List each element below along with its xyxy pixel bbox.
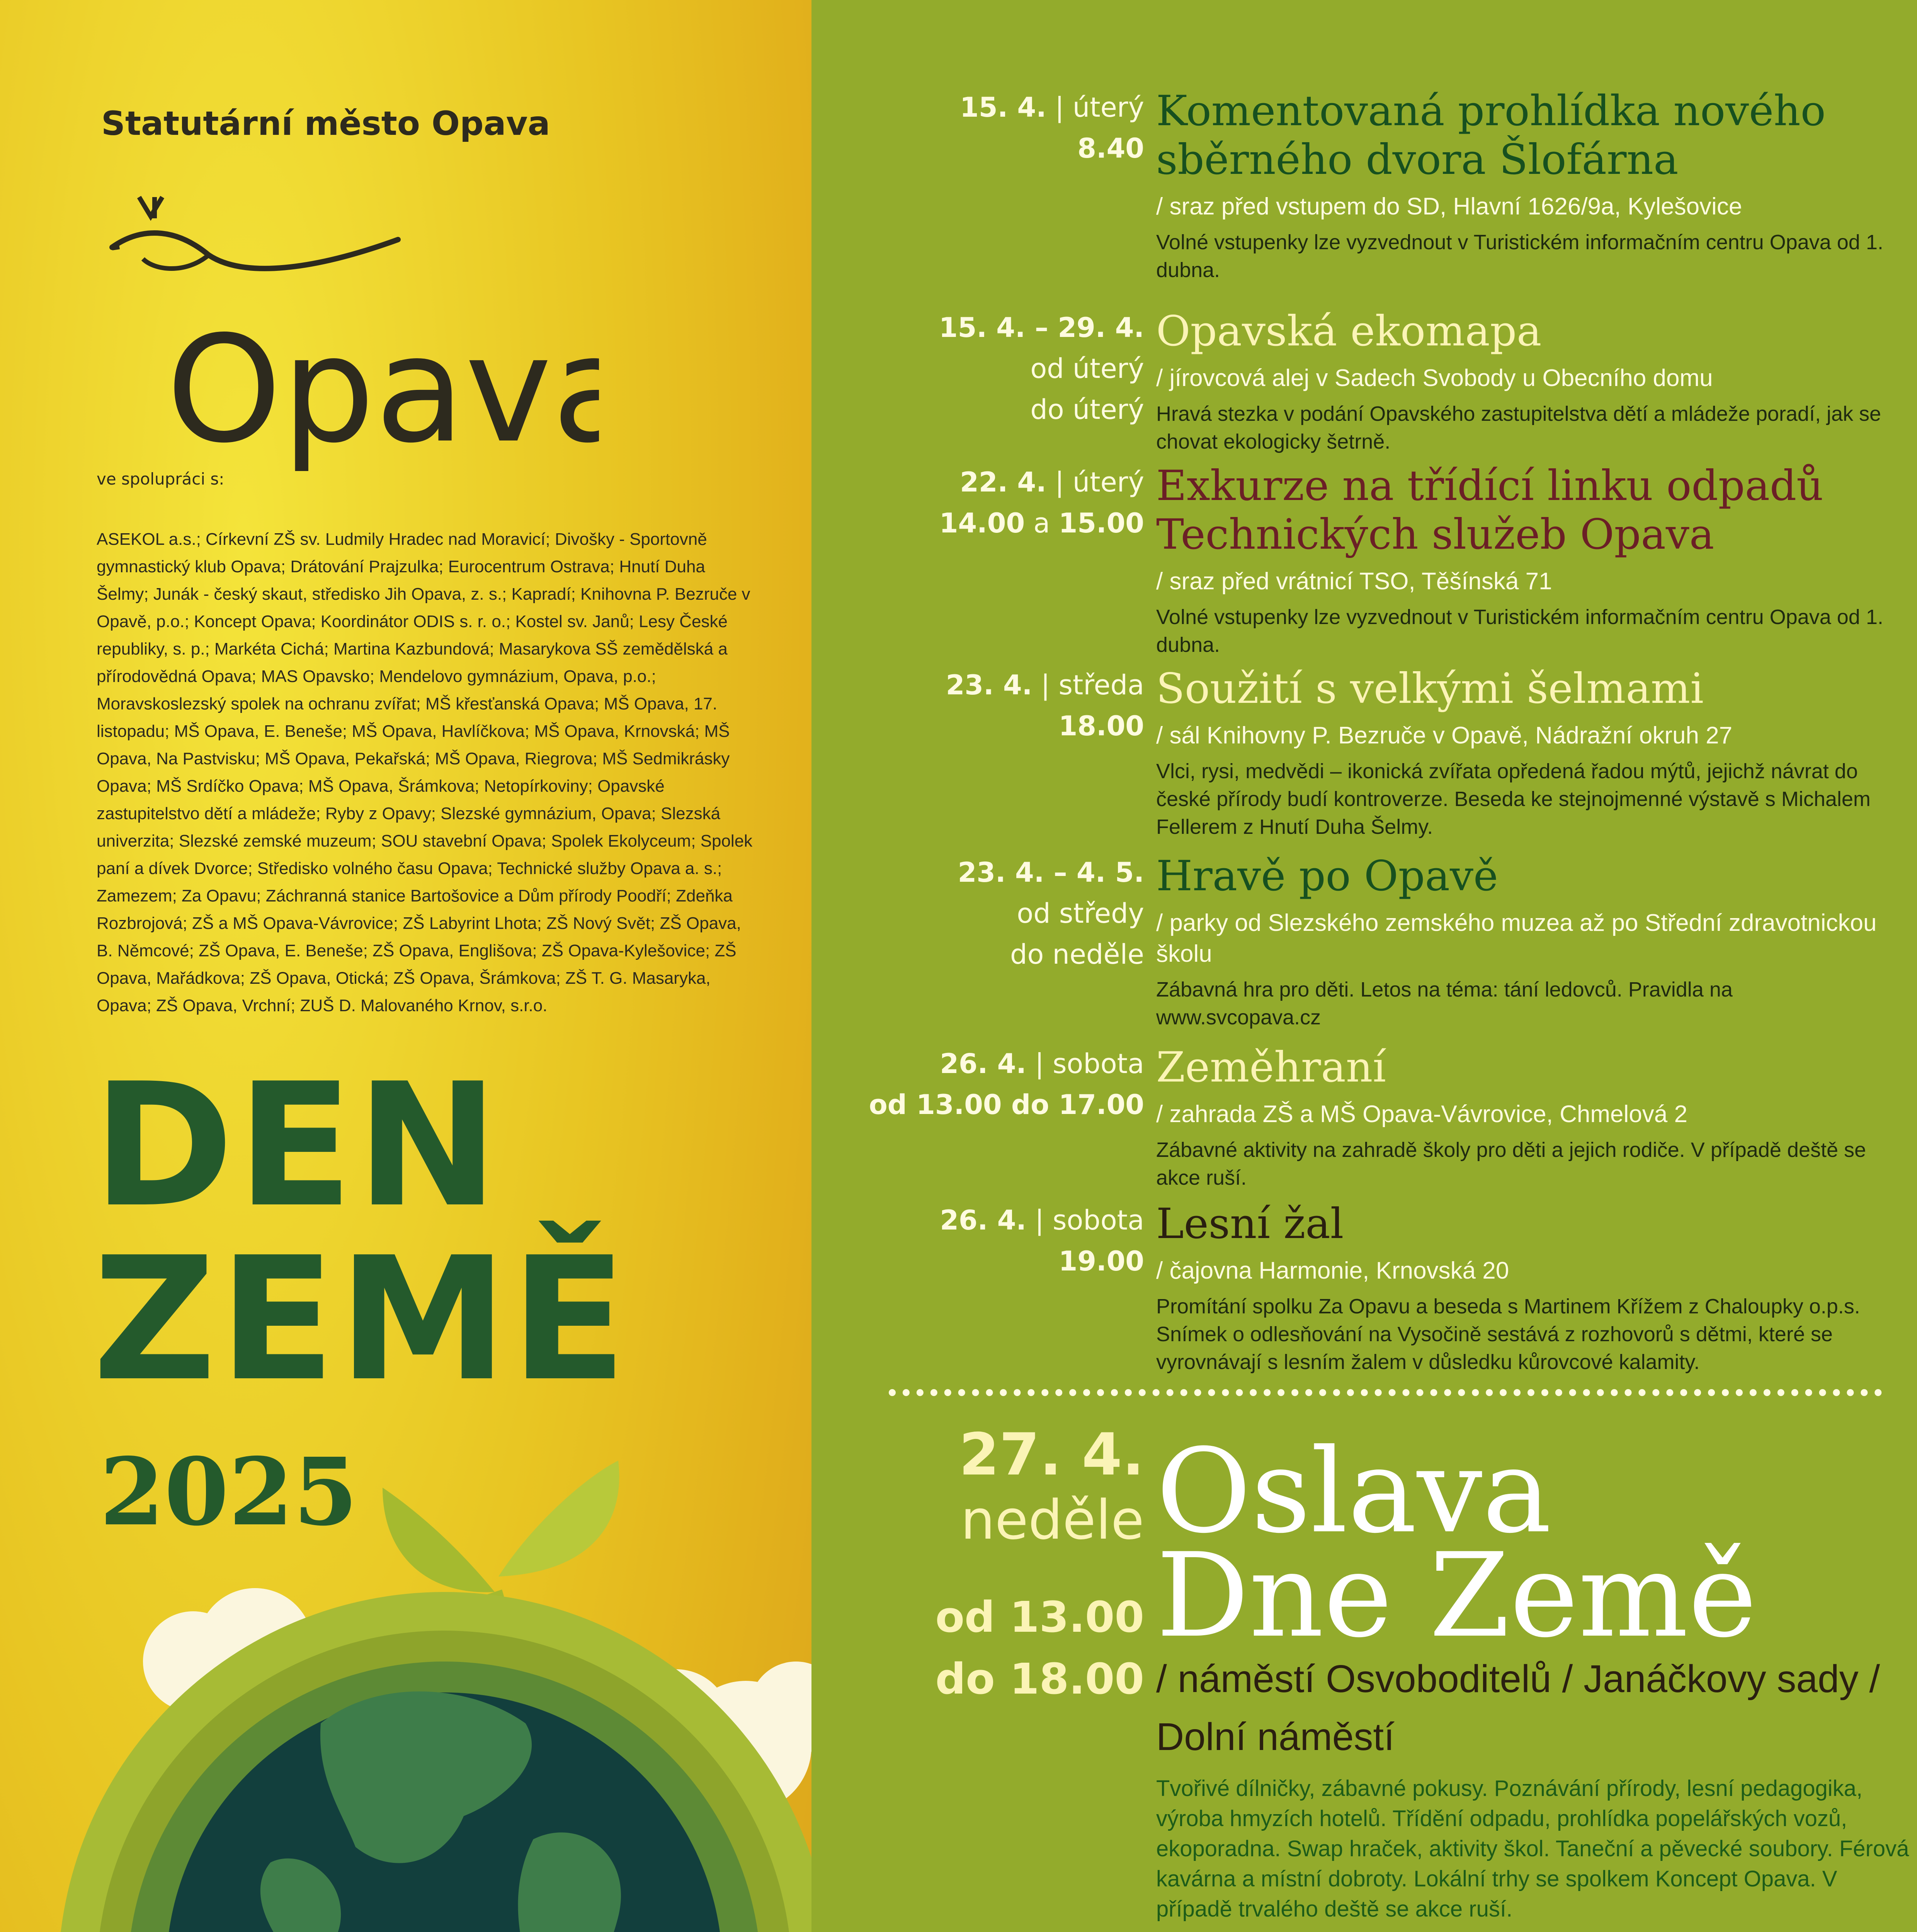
event-date <box>939 307 1144 430</box>
event-to: do neděle <box>1010 939 1144 970</box>
event-description: Volné vstupenky lze vyzvednout v Turistickém informačním centru Opava od 1. dubna. <box>1156 231 1883 282</box>
event-time: 18.00 <box>1058 710 1144 742</box>
city-name: Statutární město Opava <box>101 104 550 143</box>
event-time: od 13.00 do 17.00 <box>869 1089 1144 1121</box>
event-location: / zahrada ZŠ a MŠ Opava-Vávrovice, Chmelová 2 <box>1156 1101 1687 1128</box>
event-body <box>1156 665 1898 841</box>
main-title <box>93 1047 630 1418</box>
cooperation-label: ve spolupráci s: <box>97 469 225 488</box>
event-date-day: 15. 4. <box>960 92 1046 123</box>
event-date <box>940 1200 1144 1282</box>
event-description: Vlci, rysi, medvědi – ikonická zvířata opředená řadou mýtů, jejichž návrat do české přírody budí kontroverze. Beseda ke stejnojmenné výstavě s Michalem Fellerem z Hnutí Duha Šelmy. <box>1156 760 1871 838</box>
title-year: 2025 <box>100 1437 358 1546</box>
event-description: Zábavná hra pro děti. Letos na téma: tání ledovců. Pravidla na www.svcopava.cz <box>1156 978 1733 1029</box>
event-weekday: | sobota <box>1026 1048 1144 1080</box>
event-from: od úterý <box>1030 353 1144 384</box>
opava-logo <box>97 182 599 477</box>
event-date-range: 23. 4. – 4. 5. <box>958 857 1144 888</box>
event-time: 19.00 <box>1058 1245 1144 1277</box>
event-title: Komentovaná prohlídka nového sběrného dvora Šlofárna <box>1156 87 1826 184</box>
event-date-range: 15. 4. – 29. 4. <box>939 312 1144 344</box>
event-body <box>1156 307 1898 456</box>
event-date-day: 22. 4. <box>960 466 1046 498</box>
event-title: Lesní žal <box>1156 1200 1344 1248</box>
event-date <box>946 665 1144 747</box>
event-description: Hravá stezka v podání Opavského zastupitelstva dětí a mládeže poradí, jak se chovat ekologicky šetrně. <box>1156 402 1881 453</box>
event-location: / sraz před vrátnicí TSO, Těšínská 71 <box>1156 568 1552 595</box>
event-title: Exkurze na třídící linku odpadů Technických služeb Opava <box>1156 462 1823 559</box>
event-body <box>1156 462 1898 659</box>
logo-text: Opava <box>166 304 599 475</box>
right-panel <box>811 0 1917 1932</box>
earth-illustration <box>0 1430 811 1932</box>
event-location: / sraz před vstupem do SD, Hlavní 1626/9a, Kylešovice <box>1156 193 1742 220</box>
event-title: Opavská ekomapa <box>1156 307 1542 355</box>
event-location: / čajovna Harmonie, Krnovská 20 <box>1156 1257 1509 1284</box>
event-to: do úterý <box>1030 394 1144 425</box>
event-date-day: 26. 4. <box>940 1204 1026 1236</box>
event-from: od středy <box>1017 898 1144 929</box>
event-weekday: | úterý <box>1046 92 1144 123</box>
event-description: Zábavné aktivity na zahradě školy pro děti a jejich rodiče. V případě deště se akce ruší. <box>1156 1138 1866 1189</box>
event-time-sep: a <box>1025 507 1059 539</box>
main-event-title-2: Dne Země <box>1156 1528 1757 1663</box>
title-line-2: ZEMĚ <box>93 1221 630 1418</box>
event-date <box>939 462 1144 544</box>
event-location: / parky od Slezského zemského muzea až po Střední zdravotnickou školu <box>1156 910 1877 967</box>
event-body <box>1156 87 1898 284</box>
event-weekday: | úterý <box>1046 466 1144 498</box>
event-title: Zeměhraní <box>1156 1043 1386 1092</box>
partners-list: ASEKOL a.s.; Církevní ZŠ sv. Ludmily Hradec nad Moravicí; Divošky - Sportovně gymnastický klub Opava; Drátování Prajzulka; Eurocentrum Ostrava; Hnutí Duha Šelmy; Junák - český skaut, středisko Jih Opava, z. s.; Kapradí; Knihovna P. Bezruče v Opavě, p.o.; Koncept Opava; Koordinátor ODIS s. r. o.; Kostel sv. Janů; Lesy České republiky, s. p.; Markéta Cichá; Martina Kazbundová; Masarykova SŠ zemědělská a přírodovědná Opava; MAS Opavsko; Mendelovo gymnázium, Opava, p.o.; Moravskoslezský spolek na ochranu zvířat; MŠ křesťanská Opava; MŠ Opava, 17. listopadu; MŠ Opava, E. Beneše; MŠ Opava, Havlíčkova; MŠ Opava, Krnovská; MŠ Opava, Na Pastvisku; MŠ Opava, Pekařská; MŠ Opava, Riegrova; MŠ Sedmikrásky Opava; MŠ Srdíčko Opava; MŠ Opava, Šrámkova; Netopírkoviny; Opavské zastupitelstvo dětí a mládeže; Ryby z Opavy; Slezské gymnázium, Opava; Slezská univerzita; Slezské zemské muzeum; SOU stavební Opava; Spolek Ekolyceum; Spolek paní a dívek Dvorce; Středisko volného času Opava; Technické služby Opava a. s.; Zamezem; Za Opavu; Záchranná stanice Bartošovice a Dům přírody Poodří; Zdeňka Rozbrojová; ZŠ a MŠ Opava-Vávrovice; ZŠ Labyrint Lhota; ZŠ Nový Svět; ZŠ Opava, B. Němcové; ZŠ Opava, E. Beneše; ZŠ Opava, Englišova; ZŠ Opava-Kylešovice; ZŠ Opava, Mařádkova; ZŠ Opava, Otická; ZŠ Opava, Šrámkova; ZŠ T. G. Masaryka, Opava; ZŠ Opava, Vrchní; ZUŠ D. Malovaného Krnov, s.r.o. <box>97 530 753 1015</box>
main-event-location: / náměstí Osvoboditelů / Janáčkovy sady / Dolní náměstí <box>1156 1657 1880 1759</box>
event-date <box>958 852 1144 975</box>
title-line-1: DEN <box>93 1047 502 1245</box>
main-event-date: 27. 4. <box>959 1421 1144 1488</box>
event-description: Volné vstupenky lze vyzvednout v Turistickém informačním centru Opava od 1. dubna. <box>1156 605 1883 656</box>
event-date <box>960 87 1144 169</box>
event-time-2: 15.00 <box>1058 507 1144 539</box>
event-location: / sál Knihovny P. Bezruče v Opavě, Nádražní okruh 27 <box>1156 722 1733 749</box>
event-date-day: 26. 4. <box>940 1048 1026 1080</box>
main-event-day: neděle <box>961 1489 1144 1552</box>
event-weekday: | středa <box>1032 669 1144 701</box>
event-body <box>1156 852 1898 1031</box>
main-event-title-1: Oslava <box>1156 1424 1552 1559</box>
event-title: Soužití s velkými šelmami <box>1156 665 1704 713</box>
event-body <box>1156 1043 1898 1192</box>
main-event-description: Tvořivé dílničky, zábavné pokusy. Poznávání přírody, lesní pedagogika, výroba hmyzích hotelů. Třídění odpadu, prohlídka popelářských vozů, ekoporadna. Swap hraček, aktivity škol. Taneční a pěvecké soubory. Férová kavárna a místní dobroty. Lokální trhy se spolkem Koncept Opava. V případě trvalého deště se akce ruší. <box>1156 1776 1909 1922</box>
event-title: Hravě po Opavě <box>1156 852 1498 900</box>
event-time: 8.40 <box>1077 133 1144 164</box>
event-body <box>1156 1200 1898 1376</box>
event-location: / jírovcová alej v Sadech Svobody u Obecního domu <box>1156 365 1713 391</box>
event-description: Promítání spolku Za Opavu a beseda s Martinem Křížem z Chaloupky o.p.s. Snímek o odlesňování na Vysočině sestává z rozhovorů s dětmi, které se vyrovnávají s lesním žalem v důsledku kůrovcové kalamity. <box>1156 1295 1860 1374</box>
main-event-to: do 18.00 <box>935 1654 1144 1704</box>
bird-logo-icon <box>97 182 599 475</box>
dotted-divider <box>889 1389 1882 1396</box>
event-time-1: 14.00 <box>939 507 1025 539</box>
event-weekday: | sobota <box>1026 1204 1144 1236</box>
main-event-from: od 13.00 <box>935 1592 1144 1642</box>
event-date <box>869 1043 1144 1125</box>
event-date-day: 23. 4. <box>946 669 1032 701</box>
left-panel <box>0 0 811 1932</box>
